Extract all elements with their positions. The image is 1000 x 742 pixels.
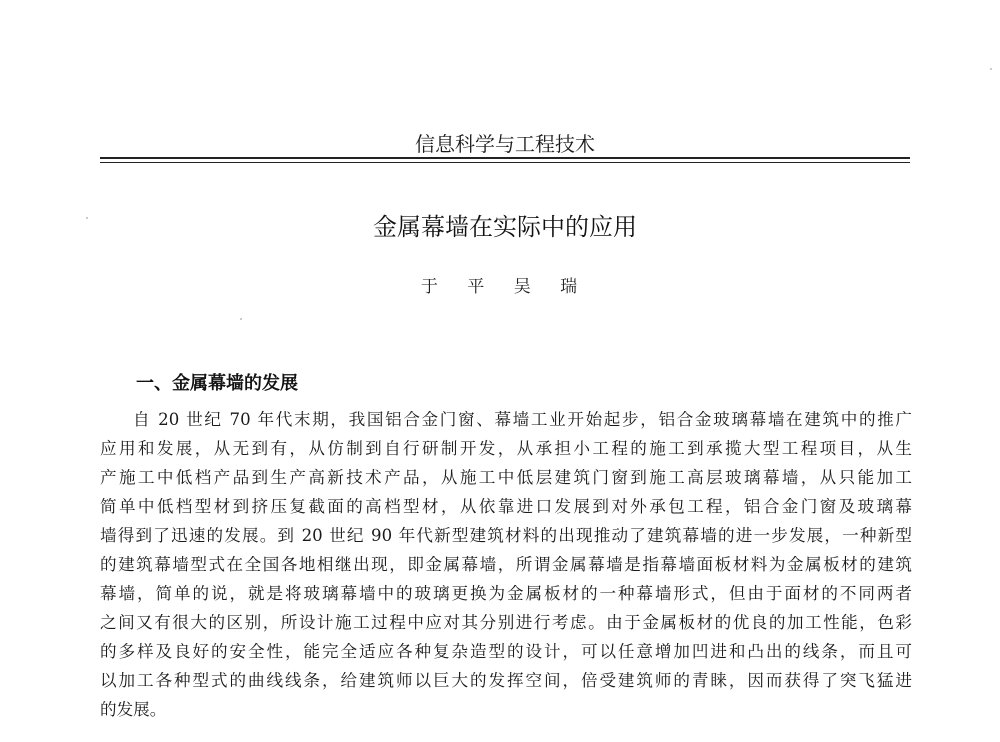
paragraph-line: 幕墙，简单的说，就是将玻璃幕墙中的玻璃更换为金属板材的一种幕墙形式，但由于面材的不同两者	[100, 584, 912, 603]
paragraph-line: 之间又有很大的区别，所设计施工过程中应对其分别进行考虑。由于金属板材的优良的加工性能，色彩	[100, 613, 912, 632]
running-head: 信息科学与工程技术	[415, 132, 595, 156]
paragraph-line: 墙得到了迅速的发展。到 20 世纪 90 年代新型建筑材料的出现推动了建筑幕墙的进一步发展，一种新型	[100, 526, 912, 545]
scan-speck	[240, 318, 242, 320]
paragraph-line: 应用和发展，从无到有，从仿制到自行研制开发，从承担小工程的施工到承揽大型工程项目，从生	[100, 439, 912, 458]
scan-speck	[990, 68, 992, 70]
header-rule-thin	[100, 162, 910, 163]
paragraph-line: 的建筑幕墙型式在全国各地相继出现，即金属幕墙，所谓金属幕墙是指幕墙面板材料为金属板材的建筑	[100, 555, 912, 574]
paragraph-line: 的发展。	[100, 700, 167, 719]
section-heading: 一、金属幕墙的发展	[136, 373, 298, 394]
article-title: 金属幕墙在实际中的应用	[373, 213, 637, 241]
paragraph-line: 自 20 世纪 70 年代末期，我国铝合金门窗、幕墙工业开始起步，铝合金玻璃幕墙在建筑中的推广	[133, 410, 912, 429]
paragraph-line: 以加工各种型式的曲线线条，给建筑师以巨大的发挥空间，倍受建筑师的青睐，因而获得了突飞猛进	[100, 671, 912, 690]
body-paragraph	[100, 405, 912, 724]
article-authors: 于 平 吴 瑞	[420, 277, 590, 297]
header-rule-thick	[100, 157, 910, 159]
scan-speck	[86, 217, 88, 219]
paragraph-line: 产施工中低档产品到生产高新技术产品，从施工中低层建筑门窗到施工高层玻璃幕墙，从只能加工	[100, 468, 912, 487]
paragraph-line: 的多样及良好的安全性，能完全适应各种复杂造型的设计，可以任意增加凹进和凸出的线条，而且可	[100, 642, 912, 661]
paragraph-line: 简单中低档型材到挤压复截面的高档型材，从依靠进口发展到对外承包工程，铝合金门窗及玻璃幕	[100, 497, 912, 516]
